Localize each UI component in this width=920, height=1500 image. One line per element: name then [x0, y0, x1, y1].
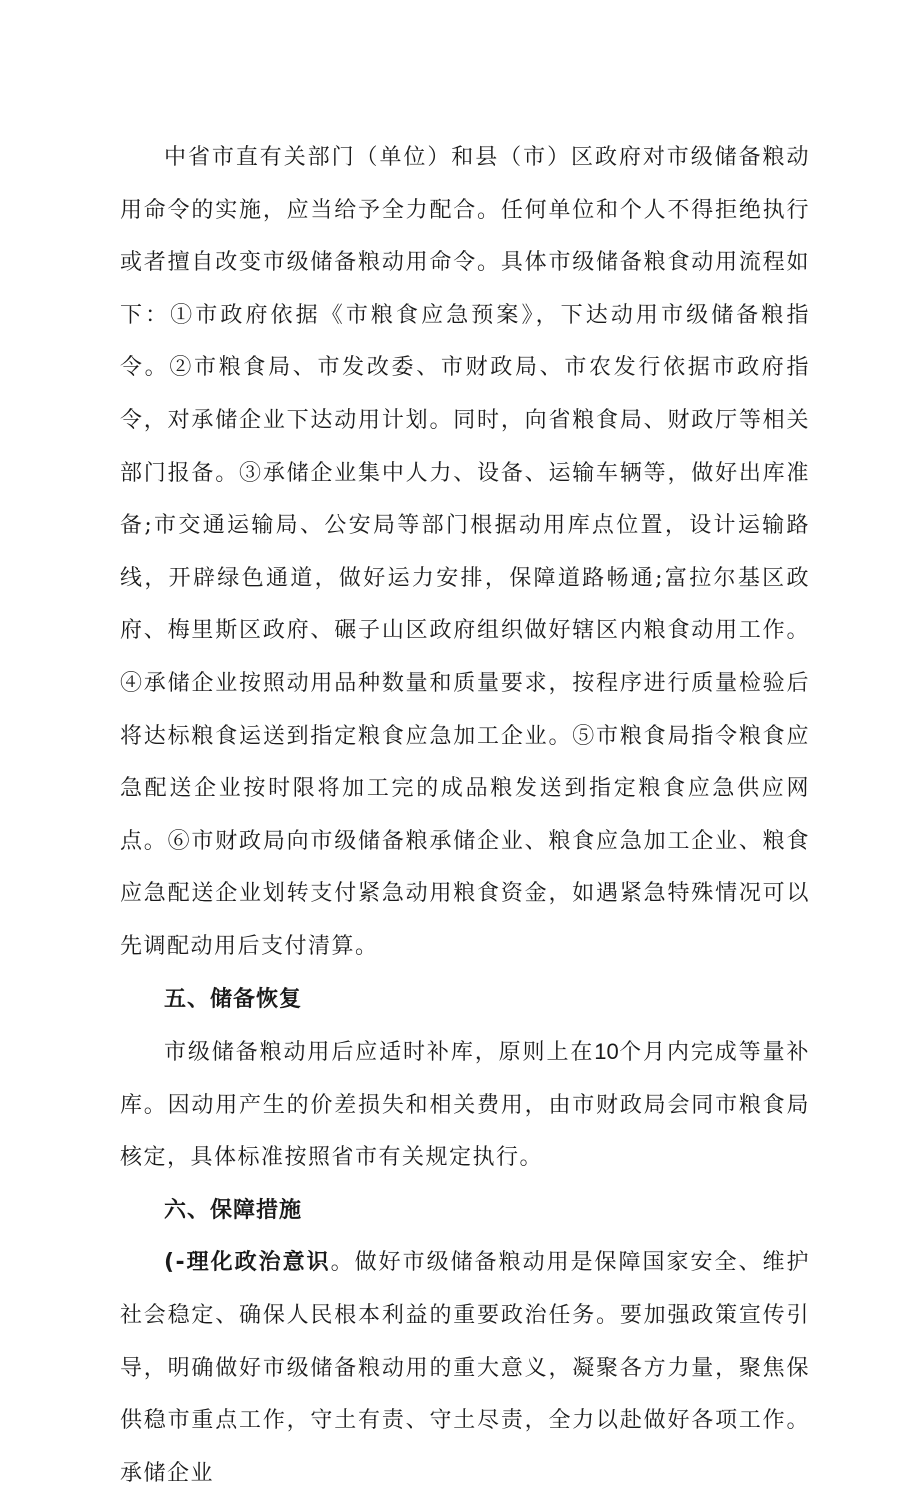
- document-body: [120, 132, 810, 1500]
- paragraph-2-text-a: 市级储备粮动用后应适时补库，原则上在: [164, 1040, 595, 1066]
- section-6-heading-text: 六、保障措施: [164, 1197, 303, 1223]
- paragraph-political-awareness: [120, 1237, 810, 1500]
- paragraph-2-number: 10: [594, 1039, 619, 1065]
- paragraph-3-body: 。做好市级储备粮动用是保障国家安全、维护社会稳定、确保人民根本利益的重要政治任务。要加强政策宣传引导，明确做好市级储备粮动用的重大意义，凝聚各方力量，聚焦保供稳市重点工作，守土有责、守土尽责，全力以赴做好各项工作。承储企业: [120, 1250, 810, 1486]
- paragraph-grain-release-procedure: [120, 132, 810, 974]
- paragraph-3-lead: (-理化政治意识: [164, 1250, 331, 1276]
- section-5-heading-text: 五、储备恢复: [164, 986, 303, 1012]
- paragraph-2-text-b: 个月内完成等量补库。因动用产生的价差损失和相关费用，由市财政局会同市粮食局核定，具体标准按照省市有关规定执行。: [120, 1040, 810, 1171]
- paragraph-1-text: 中省市直有关部门（单位）和县（市）区政府对市级储备粮动用命令的实施，应当给予全力配合。任何单位和个人不得拒绝执行或者擅自改变市级储备粮动用命令。具体市级储备粮食动用流程如下：①市政府依据《市粮食应急预案》，下达动用市级储备粮指令。②市粮食局、市发改委、市财政局、市农发行依据市政府指令，对承储企业下达动用计划。同时，向省粮食局、财政厅等相关部门报备。③承储企业集中人力、设备、运输车辆等，做好出库准备;市交通运输局、公安局等部门根据动用库点位置，设计运输路线，开辟绿色通道，做好运力安排，保障道路畅通;富拉尔基区政府、梅里斯区政府、碾子山区政府组织做好辖区内粮食动用工作。④承储企业按照动用品种数量和质量要求，按程序进行质量检验后将达标粮食运送到指定粮食应急加工企业。⑤市粮食局指令粮食应急配送企业按时限将加工完的成品粮发送到指定粮食应急供应网点。⑥市财政局向市级储备粮承储企业、粮食应急加工企业、粮食应急配送企业划转支付紧急动用粮食资金，如遇紧急特殊情况可以先调配动用后支付清算。: [120, 145, 810, 959]
- paragraph-reserve-recovery: [120, 1026, 810, 1185]
- section-heading-safeguards: [120, 1185, 810, 1238]
- section-heading-reserve-recovery: [120, 974, 810, 1027]
